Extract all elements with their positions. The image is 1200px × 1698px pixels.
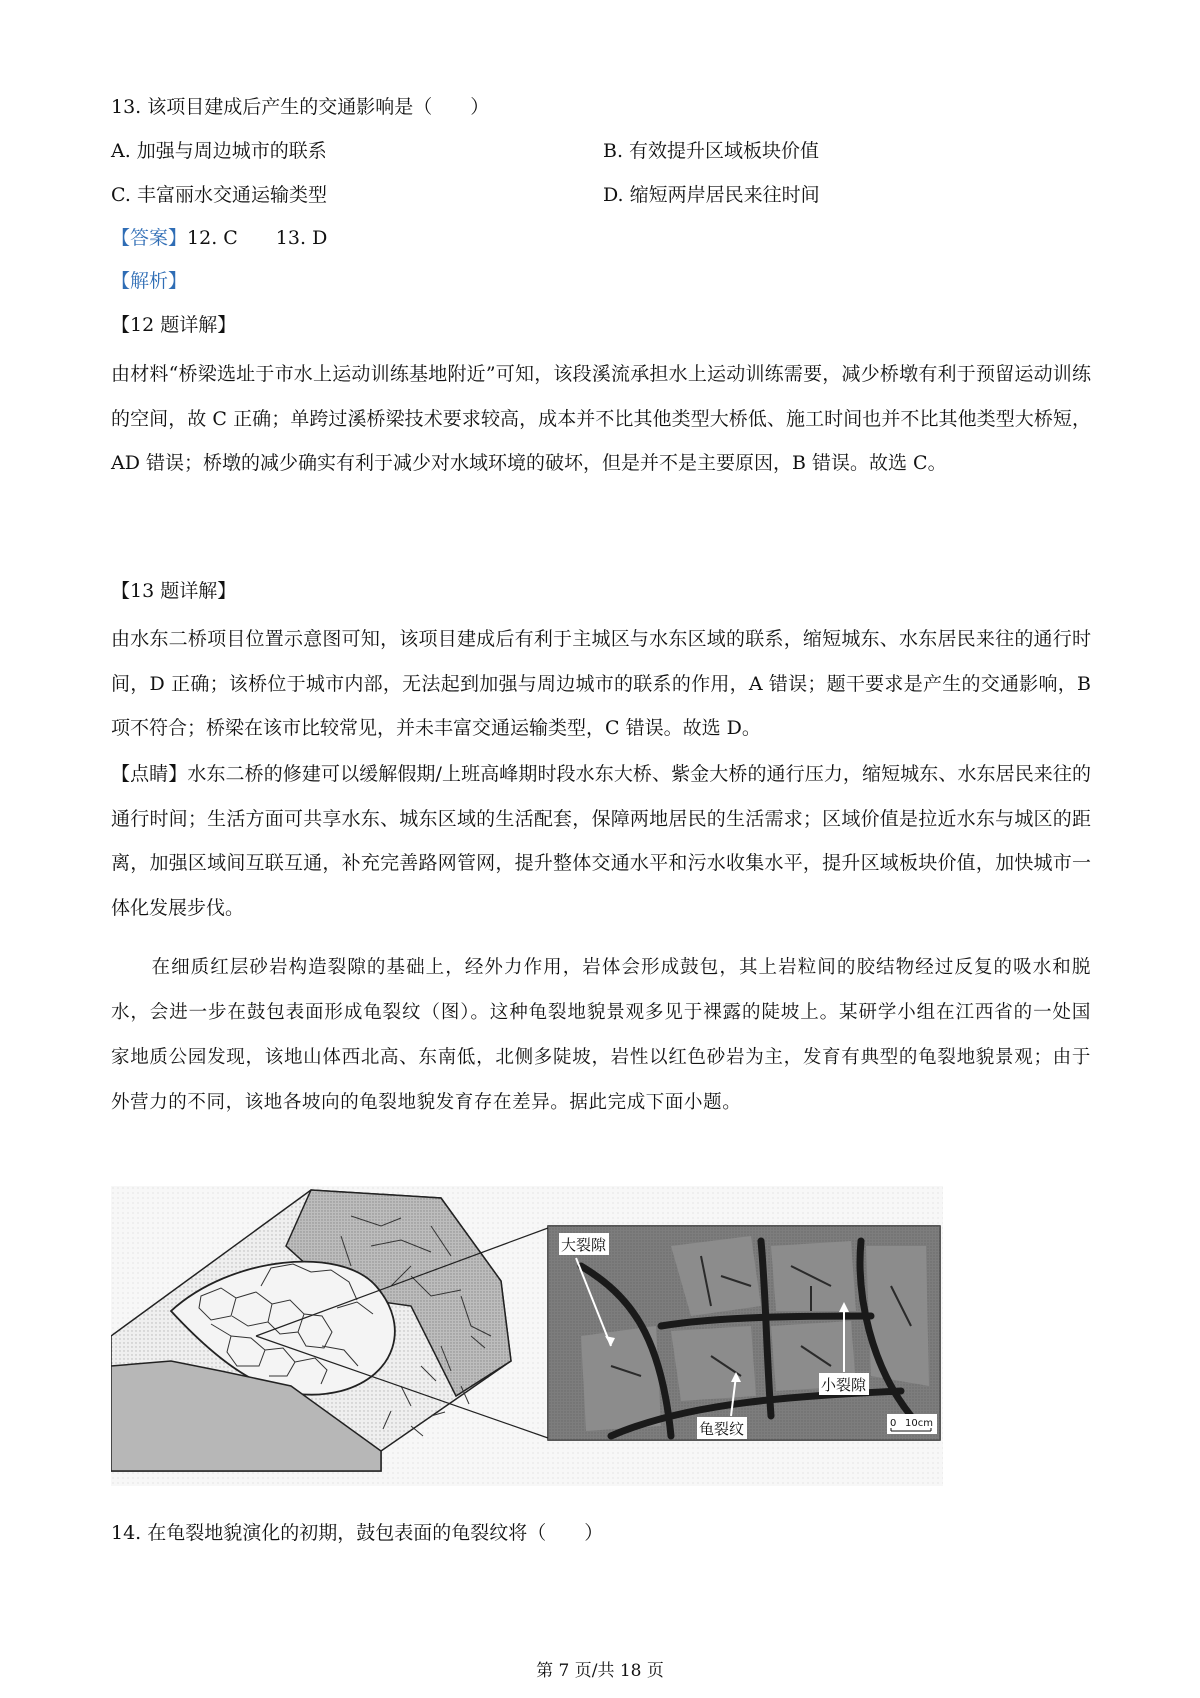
label-big-crack: 大裂隙	[561, 1236, 607, 1254]
detail-12-text: 由材料“桥梁选址于市水上运动训练基地附近”可知，该段溪流承担水上运动训练需要，减少桥墩有利于预留运动训练的空间，故 C 正确；单跨过溪桥梁技术要求较高，成本并不比其他类型大桥低、施工时间也并不比其他类型大桥短，AD 错误；桥墩的减少确实有利于减少对水域环境的破坏，但是并不是主要原因，B 错误。故选 C。	[111, 363, 1091, 474]
option-13-b: B. 有效提升区域板块价值	[603, 140, 820, 162]
turtle-crack-figure	[111, 1186, 943, 1486]
material-paragraph	[111, 945, 1091, 1125]
detail-13-heading: 【13 题详解】	[111, 580, 237, 602]
label-small-crack: 小裂隙	[821, 1376, 867, 1394]
tip-text: 水东二桥的修建可以缓解假期/上班高峰期时段水东大桥、紫金大桥的通行压力，缩短城东、水东居民来往的通行时间；生活方面可共享水东、城东区域的生活配套，保障两地居民的生活需求；区域价值是拉近水东与城区的距离，加强区域间互联互通，补充完善路网管网，提升整体交通水平和污水收集水平，提升区域板块价值，加快城市一体化发展步伐。	[111, 763, 1091, 919]
material-text: 在细质红层砂岩构造裂隙的基础上，经外力作用，岩体会形成鼓包，其上岩粒间的胶结物经过反复的吸水和脱水，会进一步在鼓包表面形成龟裂纹（图）。这种龟裂地貌景观多见于裸露的陡坡上。某研学小组在江西省的一处国家地质公园发现，该地山体西北高、东南低，北侧多陡坡，岩性以红色砂岩为主，发育有典型的龟裂地貌景观；由于外营力的不同，该地各坡向的龟裂地貌发育存在差异。据此完成下面小题。	[111, 957, 1091, 1113]
option-13-c: C. 丰富丽水交通运输类型	[111, 184, 327, 206]
answer-text: 12. C 13. D	[187, 227, 328, 249]
scale-unit: 10cm	[905, 1418, 933, 1429]
page-footer: 第 7 页/共 18 页	[536, 1661, 664, 1681]
answer-line	[111, 225, 327, 251]
option-13-d: D. 缩短两岸居民来往时间	[603, 184, 820, 206]
question-14-stem: 14. 在龟裂地貌演化的初期，鼓包表面的龟裂纹将（ ）	[111, 1522, 604, 1544]
option-13-a: A. 加强与周边城市的联系	[111, 140, 327, 162]
answer-label: 【答案】	[111, 227, 188, 249]
label-turtle-crack: 龟裂纹	[699, 1420, 745, 1438]
detail-12-heading: 【12 题详解】	[111, 314, 237, 336]
crack-photo	[548, 1226, 940, 1440]
tip-paragraph	[111, 752, 1091, 930]
question-13-stem: 13. 该项目建成后产生的交通影响是（ ）	[111, 96, 490, 118]
scale-zero: 0	[890, 1418, 897, 1429]
tip-label: 【点睛】	[111, 763, 188, 785]
analysis-label: 【解析】	[111, 270, 188, 292]
detail-13-text: 由水东二桥项目位置示意图可知，该项目建成后有利于主城区与水东区域的联系，缩短城东、水东居民来往的通行时间，D 正确；该桥位于城市内部，无法起到加强与周边城市的联系的作用，A 错误；题干要求是产生的交通影响，B 项不符合；桥梁在该市比较常见，并未丰富交通运输类型，C 错误。故选 D。	[111, 628, 1091, 739]
